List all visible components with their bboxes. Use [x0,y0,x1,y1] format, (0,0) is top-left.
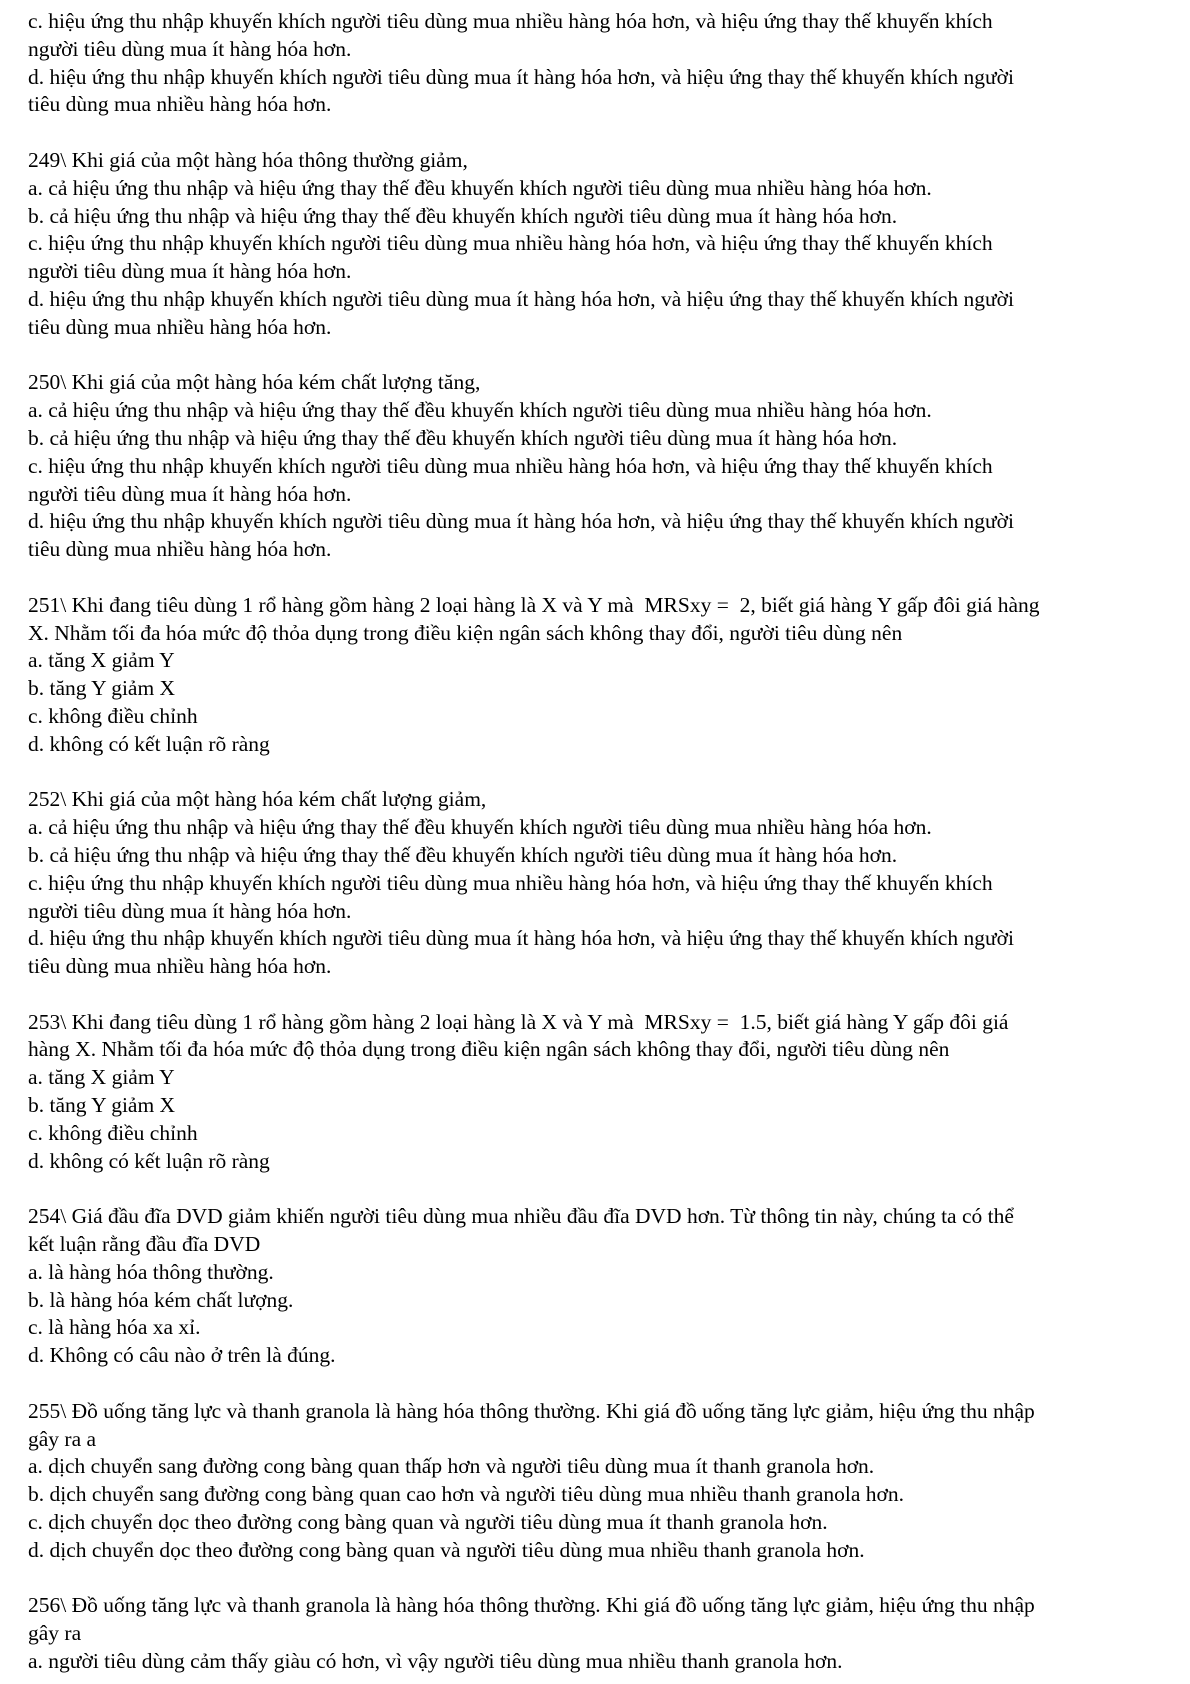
answer-option-line: a. tăng X giảm Y [28,648,175,673]
question-stem-line: gây ra a [28,1426,97,1451]
answer-option-line: b. cả hiệu ứng thu nhập và hiệu ứng thay thế đều khuyến khích người tiêu dùng mua ít hàng hóa hơn. [28,425,898,450]
answer-option [28,675,1170,703]
answer-option [28,508,1170,564]
answer-option-line: d. dịch chuyển dọc theo đường cong bàng quan và người tiêu dùng mua nhiều thanh granola hơn. [28,1537,865,1562]
answer-option-line: a. cả hiệu ứng thu nhập và hiệu ứng thay thế đều khuyến khích người tiêu dùng mua nhiều hàng hóa hơn. [28,398,932,423]
answer-option [28,1092,1170,1120]
question-block [28,786,1170,981]
question-stem-line: 252\ Khi giá của một hàng hóa kém chất lượng giảm, [28,787,487,812]
answer-option-line: tiêu dùng mua nhiều hàng hóa hơn. [28,954,332,979]
question-stem-line: hàng X. Nhằm tối đa hóa mức độ thỏa dụng trong điều kiện ngân sách không thay đổi, người tiêu dùng nên [28,1037,950,1062]
answer-option [28,397,1170,425]
answer-option-line: a. tăng X giảm Y [28,1065,175,1090]
answer-option [28,1537,1170,1565]
question-stem-line: kết luận rằng đầu đĩa DVD [28,1232,261,1257]
answer-option [28,8,1170,64]
answer-option [28,1509,1170,1537]
question-stem-line: 249\ Khi giá của một hàng hóa thông thường giảm, [28,147,468,172]
question-stem-line: 253\ Khi đang tiêu dùng 1 rổ hàng gồm hàng 2 loại hàng là X và Y mà MRSxy = 1.5, biết giá hàng Y gấp đôi giá [28,1009,1009,1034]
answer-option-line: c. hiệu ứng thu nhập khuyến khích người tiêu dùng mua nhiều hàng hóa hơn, và hiệu ứng thay thế khuyến khích [28,9,993,33]
answer-option [28,1287,1170,1315]
answer-option [28,814,1170,842]
answer-option-line: người tiêu dùng mua ít hàng hóa hơn. [28,259,352,284]
answer-option-line: d. không có kết luận rõ ràng [28,731,270,756]
answer-option-line: a. người tiêu dùng cảm thấy giàu có hơn, vì vậy người tiêu dùng mua nhiều thanh granola hơn. [28,1649,843,1674]
question-block [28,1203,1170,1370]
answer-option-line: người tiêu dùng mua ít hàng hóa hơn. [28,898,352,923]
answer-option-line: b. tăng Y giảm X [28,1093,176,1118]
answer-option-line: c. hiệu ứng thu nhập khuyến khích người tiêu dùng mua nhiều hàng hóa hơn, và hiệu ứng thay thế khuyến khích [28,870,993,895]
answer-option [28,647,1170,675]
answer-option-line: d. hiệu ứng thu nhập khuyến khích người tiêu dùng mua ít hàng hóa hơn, và hiệu ứng thay thế khuyến khích người [28,64,1014,89]
question-stem-line: X. Nhằm tối đa hóa mức độ thỏa dụng trong điều kiện ngân sách không thay đổi, người tiêu dùng nên [28,620,903,645]
answer-option-line: d. hiệu ứng thu nhập khuyến khích người tiêu dùng mua ít hàng hóa hơn, và hiệu ứng thay thế khuyến khích người [28,926,1014,951]
answer-option [28,175,1170,203]
answer-option [28,842,1170,870]
question-stem-line: 251\ Khi đang tiêu dùng 1 rổ hàng gồm hàng 2 loại hàng là X và Y mà MRSxy = 2, biết giá hàng Y gấp đôi giá hàng [28,592,1040,617]
question-block [28,1398,1170,1565]
answer-option [28,1648,1170,1676]
answer-option [28,1342,1170,1370]
answer-option [28,1314,1170,1342]
question-stem-line: 250\ Khi giá của một hàng hóa kém chất lượng tăng, [28,370,481,395]
question-stem-line: 255\ Đồ uống tăng lực và thanh granola là hàng hóa thông thường. Khi giá đồ uống tăng lực giảm, hiệu ứng thu nhập [28,1398,1035,1423]
answer-option [28,1259,1170,1287]
answer-option-line: người tiêu dùng mua ít hàng hóa hơn. [28,36,352,61]
answer-option [28,731,1170,759]
question-block [28,592,1170,759]
answer-option [28,1481,1170,1509]
question-block [28,1009,1170,1176]
answer-option-line: tiêu dùng mua nhiều hàng hóa hơn. [28,537,332,562]
answer-option-line: c. hiệu ứng thu nhập khuyến khích người tiêu dùng mua nhiều hàng hóa hơn, và hiệu ứng thay thế khuyến khích [28,231,993,256]
answer-option-line: người tiêu dùng mua ít hàng hóa hơn. [28,481,352,506]
answer-option [28,1064,1170,1092]
answer-option [28,203,1170,231]
answer-option [28,870,1170,926]
answer-option [28,230,1170,286]
answer-option-line: tiêu dùng mua nhiều hàng hóa hơn. [28,92,332,117]
answer-option [28,64,1170,120]
answer-option-line: d. Không có câu nào ở trên là đúng. [28,1343,336,1368]
answer-option [28,1453,1170,1481]
answer-option-line: d. không có kết luận rõ ràng [28,1148,270,1173]
answer-option [28,1148,1170,1176]
answer-option [28,925,1170,981]
answer-option [28,286,1170,342]
answer-option-line: a. là hàng hóa thông thường. [28,1259,274,1284]
answer-option-line: c. không điều chỉnh [28,1120,198,1145]
answer-option-line: tiêu dùng mua nhiều hàng hóa hơn. [28,314,332,339]
answer-option [28,703,1170,731]
question-block [28,8,1170,119]
answer-option-line: c. dịch chuyển dọc theo đường cong bàng quan và người tiêu dùng mua ít thanh granola hơn. [28,1510,828,1535]
answer-option-line: b. cả hiệu ứng thu nhập và hiệu ứng thay thế đều khuyến khích người tiêu dùng mua ít hàng hóa hơn. [28,842,898,867]
question-stem-line: 256\ Đồ uống tăng lực và thanh granola là hàng hóa thông thường. Khi giá đồ uống tăng lực giảm, hiệu ứng thu nhập [28,1593,1035,1618]
question-stem-line: 254\ Giá đầu đĩa DVD giảm khiến người tiêu dùng mua nhiều đầu đĩa DVD hơn. Từ thông tin này, chúng ta có thể [28,1204,1014,1229]
answer-option-line: c. không điều chỉnh [28,703,198,728]
answer-option-line: b. tăng Y giảm X [28,676,176,701]
answer-option-line: b. dịch chuyển sang đường cong bàng quan cao hơn và người tiêu dùng mua nhiều thanh granola hơn. [28,1482,905,1507]
answer-option-line: c. hiệu ứng thu nhập khuyến khích người tiêu dùng mua nhiều hàng hóa hơn, và hiệu ứng thay thế khuyến khích [28,453,993,478]
answer-option-line: b. là hàng hóa kém chất lượng. [28,1287,294,1312]
answer-option-line: a. cả hiệu ứng thu nhập và hiệu ứng thay thế đều khuyến khích người tiêu dùng mua nhiều hàng hóa hơn. [28,175,932,200]
answer-option-line: a. cả hiệu ứng thu nhập và hiệu ứng thay thế đều khuyến khích người tiêu dùng mua nhiều hàng hóa hơn. [28,815,932,840]
question-stem-line: gây ra [28,1621,82,1646]
answer-option-line: d. hiệu ứng thu nhập khuyến khích người tiêu dùng mua ít hàng hóa hơn, và hiệu ứng thay thế khuyến khích người [28,509,1014,534]
answer-option [28,425,1170,453]
answer-option-line: d. hiệu ứng thu nhập khuyến khích người tiêu dùng mua ít hàng hóa hơn, và hiệu ứng thay thế khuyến khích người [28,286,1014,311]
answer-option [28,453,1170,509]
answer-option-line: b. cả hiệu ứng thu nhập và hiệu ứng thay thế đều khuyến khích người tiêu dùng mua ít hàng hóa hơn. [28,203,898,228]
answer-option-line: a. dịch chuyển sang đường cong bàng quan thấp hơn và người tiêu dùng mua ít thanh granola hơn. [28,1454,875,1479]
answer-option-line: c. là hàng hóa xa xỉ. [28,1315,201,1340]
question-block [28,369,1170,564]
question-block [28,147,1170,342]
question-block [28,1592,1170,1675]
answer-option [28,1120,1170,1148]
